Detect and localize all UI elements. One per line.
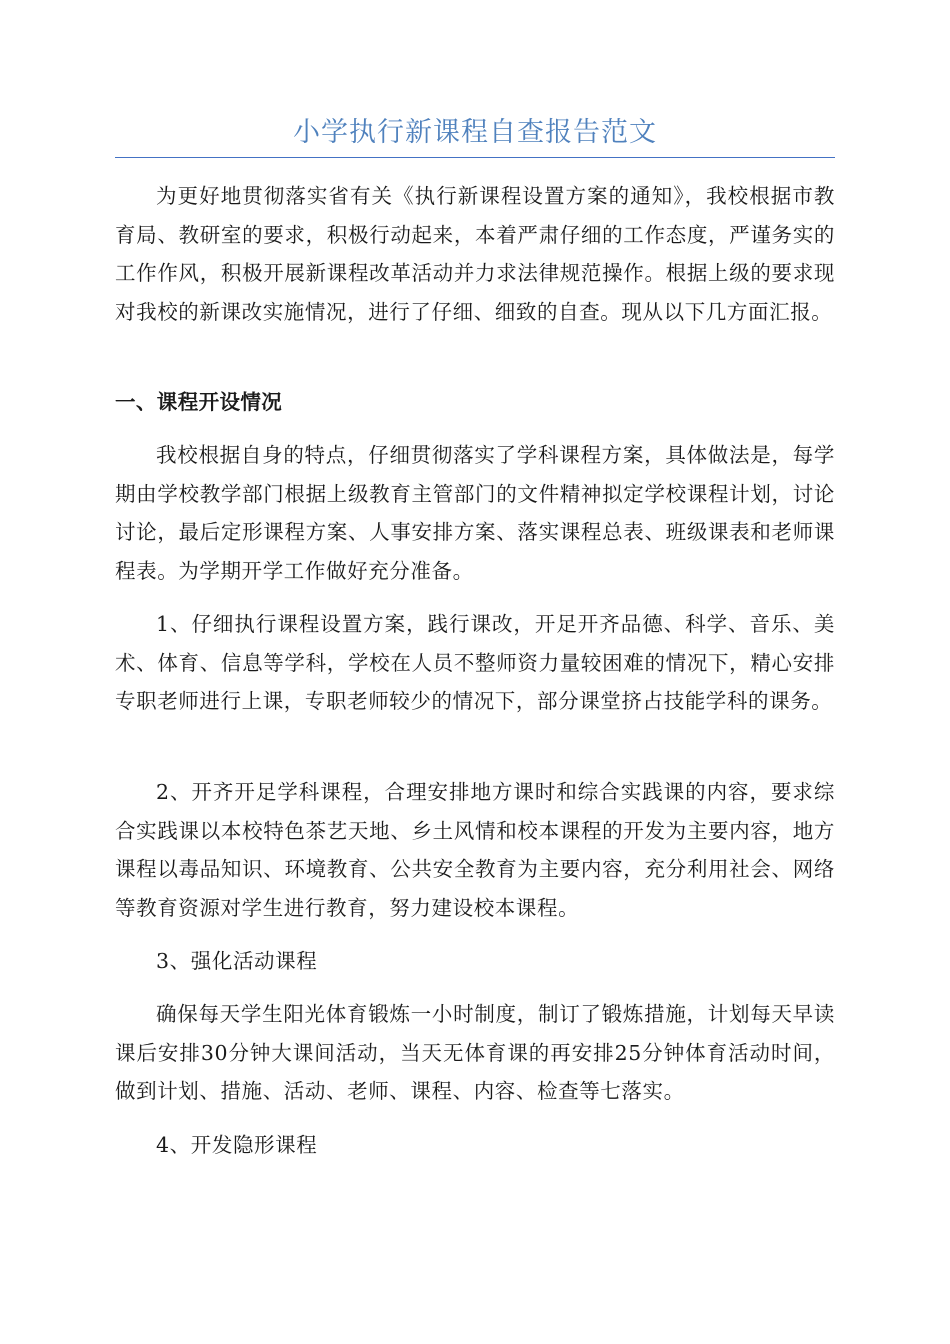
page-title: 小学执行新课程自查报告范文 [293, 117, 657, 148]
item4-heading-block [115, 1126, 835, 1165]
item3-paragraph-block [115, 995, 835, 1111]
subsection-heading: 4、开发隐形课程 [156, 1133, 318, 1157]
section-paragraph: 确保每天学生阳光体育锻炼一小时制度，制订了锻炼措施，计划每天早读课后安排30分钟大课间活动，当天无体育课的再安排25分钟体育活动时间，做到计划、措施、活动、老师、课程、内容、检查等七落实。 [115, 1002, 835, 1103]
list-item: 2、开齐开足学科课程，合理安排地方课时和综合实践课的内容，要求综合实践课以本校特色茶艺天地、乡土风情和校本课程的开发为主要内容，地方课程以毒品知识、环境教育、公共安全教育为主要内容，充分利用社会、网络等教育资源对学生进行教育，努力建设校本课程。 [115, 780, 835, 920]
section1-paragraph-block [115, 436, 835, 590]
intro-paragraph: 为更好地贯彻落实省有关《执行新课程设置方案的通知》，我校根据市教育局、教研室的要求，积极行动起来，本着严肃仔细的工作态度，严谨务实的工作作风，积极开展新课程改革活动并力求法律规范操作。根据上级的要求现对我校的新课改实施情况，进行了仔细、细致的自查。现从以下几方面汇报。 [115, 184, 835, 324]
intro-paragraph-block [115, 177, 835, 331]
title-block [115, 113, 835, 158]
list-item: 1、仔细执行课程设置方案，践行课改，开足开齐品德、科学、音乐、美术、体育、信息等学科，学校在人员不整师资力量较困难的情况下，精心安排专职老师进行上课，专职老师较少的情况下，部分课堂挤占技能学科的课务。 [115, 612, 835, 713]
section1-heading-block [115, 383, 835, 422]
item2-block [115, 773, 835, 927]
item1-block [115, 605, 835, 721]
section-heading: 一、课程开设情况 [115, 390, 283, 414]
section-paragraph: 我校根据自身的特点，仔细贯彻落实了学科课程方案，具体做法是，每学期由学校教学部门根据上级教育主管部门的文件精神拟定学校课程计划，讨论讨论，最后定形课程方案、人事安排方案、落实课程总表、班级课表和老师课程表。为学期开学工作做好充分准备。 [115, 443, 835, 583]
subsection-heading: 3、强化活动课程 [156, 949, 318, 973]
item3-heading-block [115, 942, 835, 981]
